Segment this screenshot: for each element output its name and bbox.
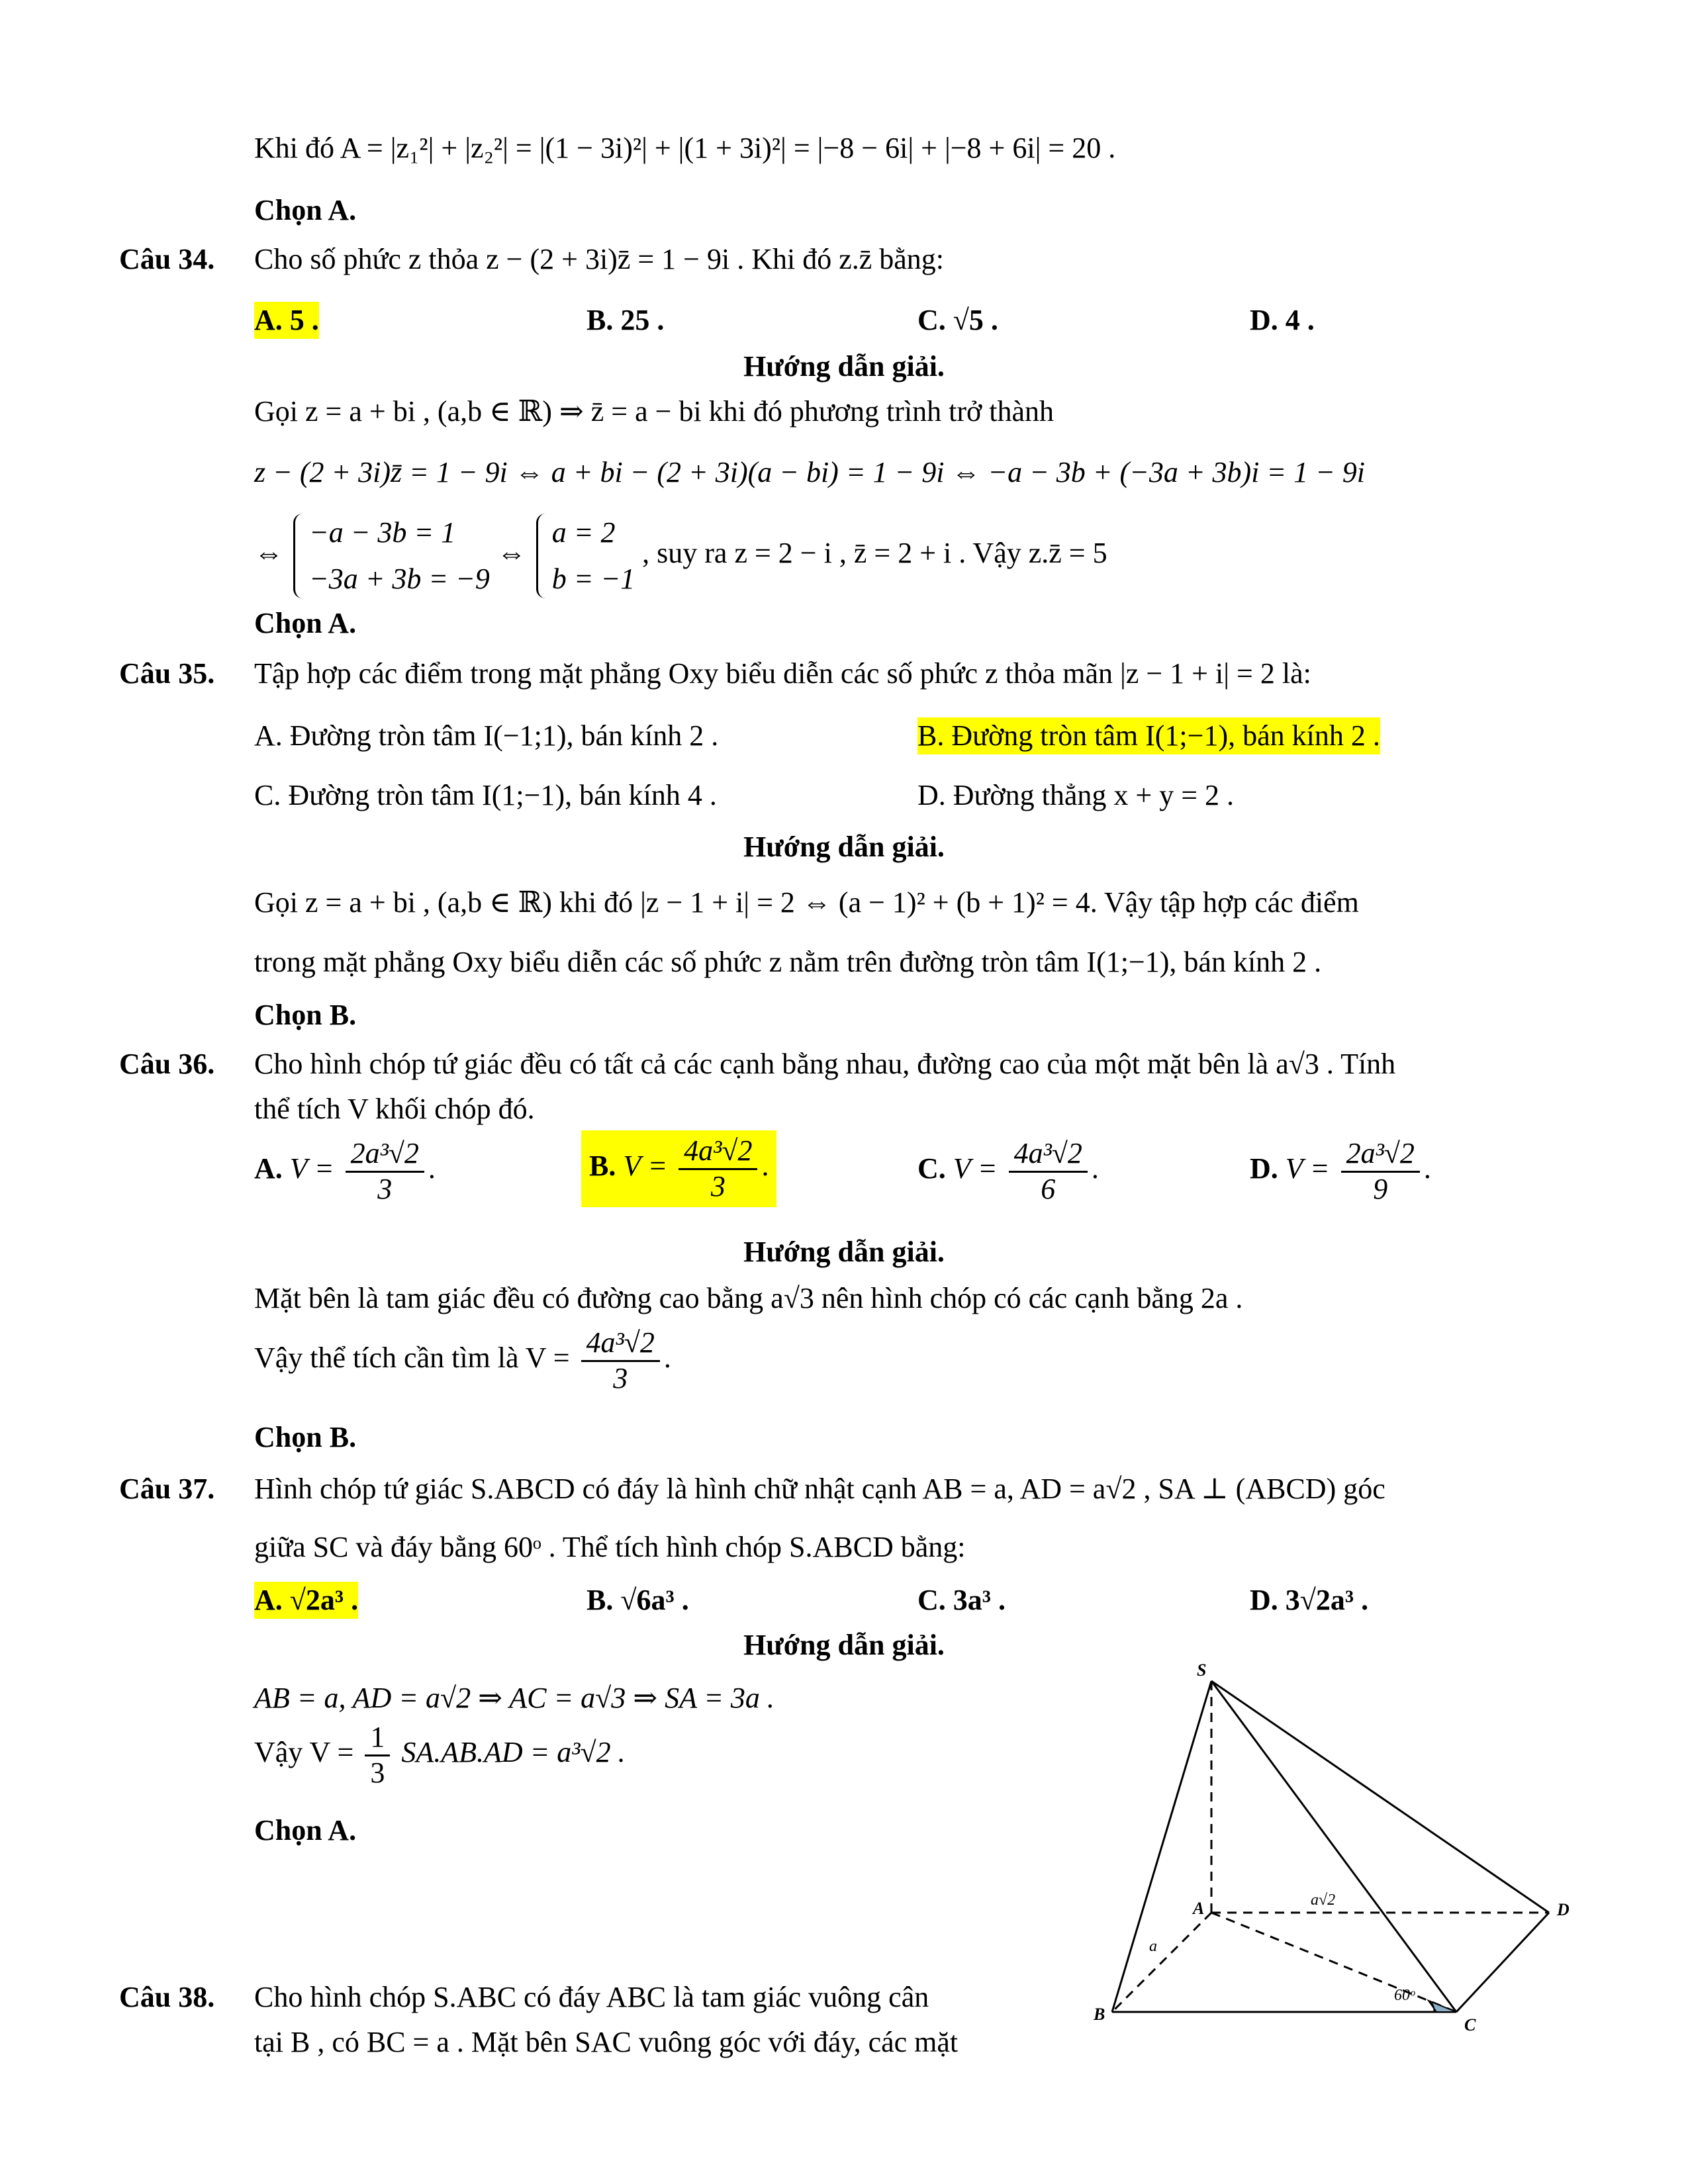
q35-solution-2: trong mặt phẳng Oxy biểu diễn các số phức z nằm trên đường tròn tâm I(1;−1), bán kính 2 . xyxy=(254,946,1322,978)
question-34-label: Câu 34. xyxy=(119,243,215,275)
q34-option-c: C. √5 . xyxy=(917,304,998,336)
option-letter: D. xyxy=(1250,1152,1278,1185)
option-fraction xyxy=(346,1137,424,1206)
q35-option-a: A. Đường tròn tâm I(−1;1), bán kính 2 . xyxy=(254,719,719,752)
solution-fraction xyxy=(365,1721,390,1790)
q37-option-c: C. 3a³ . xyxy=(917,1584,1006,1616)
fraction-numerator: 4a³√2 xyxy=(1009,1137,1088,1173)
edge-sd xyxy=(1211,1681,1549,1913)
q37-option-b: B. √6a³ . xyxy=(586,1584,689,1616)
q35-guide-heading: Hướng dẫn giải. xyxy=(743,831,945,863)
fraction-denominator: 3 xyxy=(377,1172,393,1205)
q37-solution-2 xyxy=(254,1721,626,1790)
solution-prefix: Vậy V = xyxy=(254,1736,354,1769)
fraction-denominator: 3 xyxy=(710,1169,726,1203)
option-fraction xyxy=(679,1134,757,1203)
q36-option-a: A. V = $\frac{\text{2a³√2}}{3}$ . xyxy=(254,1137,436,1205)
solution-line-khi-do: Khi đó A = |z₁²| + |z₂²| = |(1 − 3i)²| + |(1 + 3i)²| = |−8 − 6i| + |−8 + 6i| = 20 . xyxy=(254,132,1116,164)
q37-option-d: D. 3√2a³ . xyxy=(1250,1584,1369,1616)
choose-answer: Chọn A. xyxy=(254,194,357,226)
q35-option-d: D. Đường thẳng x + y = 2 . xyxy=(917,779,1235,811)
question-37-stem-1: Hình chóp tứ giác S.ABCD có đáy là hình chữ nhật cạnh AB = a, AD = a√2 , SA ⊥ (ABCD) góc xyxy=(254,1473,1385,1505)
fraction-numerator: 2a³√2 xyxy=(1341,1137,1420,1173)
edge-cd xyxy=(1456,1913,1549,2012)
vertex-d-label: D xyxy=(1557,1900,1570,1919)
solution-fraction xyxy=(581,1326,660,1395)
system-2-top: a = 2 xyxy=(551,516,616,549)
q34-option-d: D. 4 . xyxy=(1250,304,1315,336)
fraction-denominator: 9 xyxy=(1373,1172,1388,1205)
q35-choose: Chọn B. xyxy=(254,999,357,1031)
q34-guide-heading: Hướng dẫn giải. xyxy=(743,350,945,383)
system-1-bottom: −3a + 3b = −9 xyxy=(309,563,490,595)
fraction-denominator: 6 xyxy=(1041,1172,1056,1205)
q36-option-c: C. V = $\frac{\text{4a³√2}}{6}$ . xyxy=(917,1137,1099,1205)
option-fraction xyxy=(1341,1137,1420,1206)
vertex-s-label: S xyxy=(1197,1661,1207,1680)
q34-solution-2: z − (2 + 3i)z̄ = 1 − 9i ⇔ a + bi − (2 + 3i)(a − bi) = 1 − 9i ⇔ −a − 3b + (−3a + 3b)i = 1 − 9i xyxy=(254,456,1366,488)
question-36-label: Câu 36. xyxy=(119,1048,215,1080)
system-2 xyxy=(534,510,635,602)
fraction-numerator: 2a³√2 xyxy=(346,1137,424,1173)
q37-solution-1: AB = a, AD = a√2 ⇒ AC = a√3 ⇒ SA = 3a . xyxy=(254,1682,774,1714)
option-letter: B. xyxy=(589,1150,616,1183)
solution-prefix: Vậy thể tích cần tìm là V = xyxy=(254,1342,570,1375)
q34-option-a: A. 5 . xyxy=(254,302,319,339)
fraction-denominator: 3 xyxy=(370,1756,385,1789)
question-36-stem-2: thể tích V khối chóp đó. xyxy=(254,1093,535,1125)
q37-option-a: A. √2a³ . xyxy=(254,1582,358,1619)
fraction-denominator: 3 xyxy=(613,1361,628,1394)
pyramid-figure xyxy=(1086,1655,1589,2038)
fraction-numerator: 4a³√2 xyxy=(679,1134,757,1170)
q35-option-b: B. Đường tròn tâm I(1;−1), bán kính 2 . xyxy=(917,717,1380,754)
q35-solution-1: Gọi z = a + bi , (a,b ∈ ℝ) khi đó |z − 1 + i| = 2 ⇔ (a − 1)² + (b + 1)² = 4. Vậy tập hợp các điểm xyxy=(254,886,1359,919)
system-2-bottom: b = −1 xyxy=(551,563,635,595)
option-lhs: V = xyxy=(1285,1152,1330,1185)
question-37-stem-2: giữa SC và đáy bằng 60ᵒ . Thể tích hình chóp S.ABCD bằng: xyxy=(254,1531,966,1563)
question-35-stem: Tập hợp các điểm trong mặt phẳng Oxy biểu diễn các số phức z thỏa mãn |z − 1 + i| = 2 là: xyxy=(254,657,1311,690)
fraction-numerator: 1 xyxy=(365,1721,390,1756)
question-37-label: Câu 37. xyxy=(119,1473,215,1505)
q34-option-b: B. 25 . xyxy=(586,304,665,336)
edge-ad-label: a√2 xyxy=(1311,1891,1336,1909)
system-1-top: −a − 3b = 1 xyxy=(309,516,456,549)
edge-ab-label: a xyxy=(1149,1938,1157,1955)
q36-solution-2: Vậy thể tích cần tìm là V = $\frac{\text{4a³√2}}{3}$ . xyxy=(254,1326,671,1394)
equivalence-symbol: ⇔ xyxy=(254,537,291,570)
option-lhs: V = xyxy=(953,1152,998,1185)
angle-label: 60ᵒ xyxy=(1394,1987,1415,2004)
option-fraction xyxy=(1009,1137,1088,1206)
vertex-c-label: C xyxy=(1464,2015,1476,2034)
q36-choose: Chọn B. xyxy=(254,1421,357,1453)
question-38-stem-1: Cho hình chóp S.ABC có đáy ABC là tam giác vuông cân xyxy=(254,1981,929,2013)
q34-solution-1: Gọi z = a + bi , (a,b ∈ ℝ) ⇒ z̄ = a − bi khi đó phương trình trở thành xyxy=(254,395,1055,428)
q34-solution-3 xyxy=(254,510,1107,602)
option-lhs: V = xyxy=(289,1152,334,1185)
question-38-label: Câu 38. xyxy=(119,1981,215,2013)
option-lhs: V = xyxy=(623,1150,668,1183)
question-36-stem-1: Cho hình chóp tứ giác đều có tất cả các cạnh bằng nhau, đường cao của một mặt bên là a√3 . Tính xyxy=(254,1048,1396,1080)
solution-suffix: SA.AB.AD = a³√2 . xyxy=(401,1736,626,1769)
option-letter: C. xyxy=(917,1152,946,1185)
q35-option-c: C. Đường tròn tâm I(1;−1), bán kính 4 . xyxy=(254,779,717,811)
option-letter: A. xyxy=(254,1152,283,1185)
vertex-b-label: B xyxy=(1094,2005,1105,2024)
q36-option-b: B. V = $\frac{\text{4a³√2}}{3}$ . xyxy=(581,1130,776,1207)
equivalence-symbol: ⇔ xyxy=(496,537,534,570)
question-38-stem-2: tại B , có BC = a . Mặt bên SAC vuông góc với đáy, các mặt xyxy=(254,2026,959,2058)
vertex-a-label: A xyxy=(1193,1899,1205,1918)
question-35-label: Câu 35. xyxy=(119,657,215,690)
q36-guide-heading: Hướng dẫn giải. xyxy=(743,1236,945,1268)
q36-solution-1: Mặt bên là tam giác đều có đường cao bằng a√3 nên hình chóp có các cạnh bằng 2a . xyxy=(254,1282,1243,1314)
q34-solution-3-tail: , suy ra z = 2 − i , z̄ = 2 + i . Vậy z.z̄ = 5 xyxy=(642,537,1107,570)
q37-choose: Chọn A. xyxy=(254,1814,357,1846)
question-34-stem: Cho số phức z thỏa z − (2 + 3i)z̄ = 1 − 9i . Khi đó z.z̄ bằng: xyxy=(254,243,945,275)
q34-choose: Chọn A. xyxy=(254,607,357,639)
q37-guide-heading: Hướng dẫn giải. xyxy=(743,1629,945,1661)
fraction-numerator: 4a³√2 xyxy=(581,1326,660,1362)
system-1 xyxy=(291,510,490,602)
q36-option-d: D. V = $\frac{\text{2a³√2}}{9}$ . xyxy=(1250,1137,1431,1205)
